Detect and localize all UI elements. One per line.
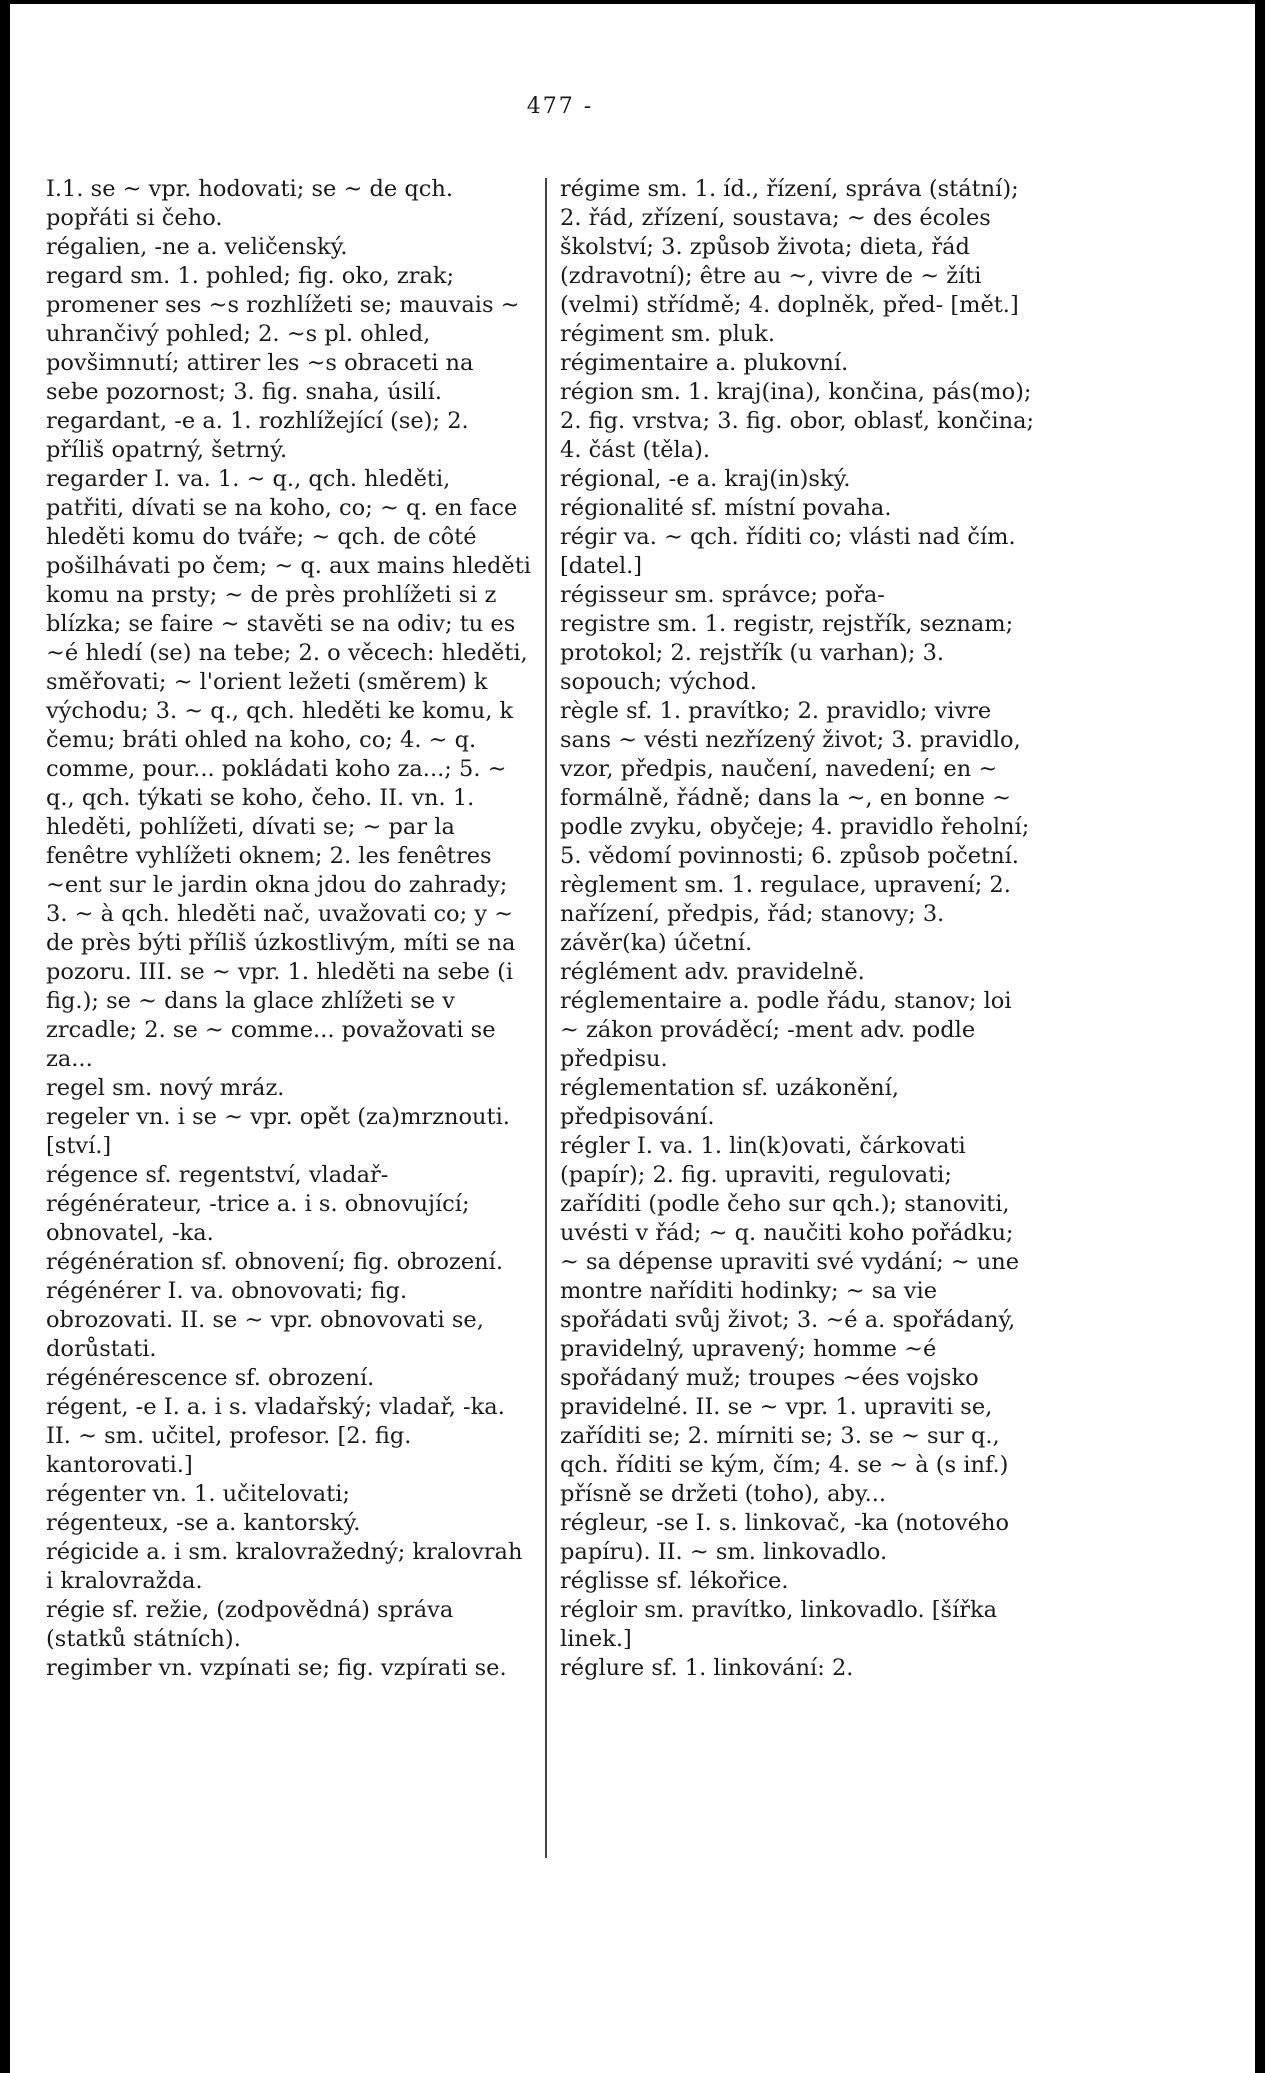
- dictionary-entry: réglementaire a. podle řádu, stanov; loi ~ zákon prováděcí; -ment adv. podle předpisu.: [560, 988, 1012, 1072]
- dictionary-entry: règlement sm. 1. regulace, upravení; 2. nařízení, předpis, řád; stanovy; 3. závěr(ka) účetní.: [560, 872, 1011, 956]
- dictionary-entry: régime sm. 1. íd., řízení, správa (státní); 2. řád, zřízení, soustava; ~ des écoles školství; 3. způsob života; dieta, řád (zdravotní); être au ~, vivre de ~ žíti (velmi) střídmě; 4. doplněk, před- [mět.]: [560, 176, 1019, 318]
- right-column: [560, 175, 1035, 1683]
- dictionary-entry: région sm. 1. kraj(ina), končina, pás(mo); 2. fig. vrstva; 3. fig. obor, oblasť, končina; 4. část (těla).: [560, 379, 1035, 463]
- dictionary-entry: régional, -e a. kraj(in)ský.: [560, 466, 851, 492]
- scan-edge-top: [0, 0, 1265, 4]
- dictionary-entry: réglisse sf. lékořice.: [560, 1568, 789, 1594]
- dictionary-entry: régence sf. regentství, vladař-: [46, 1162, 389, 1188]
- page-number: 477 -: [526, 94, 594, 119]
- dictionary-entry: régiment sm. pluk.: [560, 321, 776, 347]
- dictionary-entry: registre sm. 1. registr, rejstřík, seznam; protokol; 2. rejstřík (u varhan); 3. sopouch; východ.: [560, 611, 1014, 695]
- dictionary-entry: régloir sm. pravítko, linkovadlo. [šířka linek.]: [560, 1597, 998, 1652]
- dictionary-entry: regeler vn. i se ~ vpr. opět (za)mrznouti. [ství.]: [46, 1104, 510, 1159]
- dictionary-entry: régénérer I. va. obnovovati; fig. obrozovati. II. se ~ vpr. obnovovati se, dorůstati.: [46, 1278, 484, 1362]
- dictionary-entry: réglément adv. pravidelně.: [560, 959, 865, 985]
- dictionary-entry: régénération sf. obnovení; fig. obrození.: [46, 1249, 503, 1275]
- dictionary-entry: régenteux, -se a. kantorský.: [46, 1510, 361, 1536]
- dictionary-entry: régionalité sf. místní povaha.: [560, 495, 892, 521]
- scan-edge-left: [0, 0, 10, 2073]
- dictionary-entry: régimentaire a. plukovní.: [560, 350, 849, 376]
- dictionary-entry: régalien, -ne a. veličenský.: [46, 234, 348, 260]
- scan-edge-right: [1255, 0, 1265, 2073]
- dictionary-entry: regard sm. 1. pohled; fig. oko, zrak; promener ses ~s rozhlížeti se; mauvais ~ uhrančivý pohled; 2. ~s pl. ohled, povšimnutí; attirer les ~s obraceti na sebe pozornost; 3. fig. snaha, úsilí.: [46, 263, 520, 405]
- dictionary-entry: régler I. va. 1. lin(k)ovati, čárkovati (papír); 2. fig. upraviti, regulovati; zaříditi (podle čeho sur qch.); stanoviti, uvésti v řád; ~ q. naučiti koho pořádku; ~ sa dépense upraviti své vydání; ~ une montre naříditi hodinky; ~ sa vie spořádati svůj život; 3. ~é a. spořádaný, pravidelný, upravený; homme ~é spořádaný muž; troupes ~ées vojsko pravidelné. II. se ~ vpr. 1. upraviti se, zaříditi se; 2. mírniti se; 3. se ~ sur q., qch. říditi se kým, čím; 4. se ~ à (s inf.) přísně se držeti (toho), aby...: [560, 1133, 1020, 1507]
- left-column: [46, 175, 531, 1683]
- dictionary-entry: I.1. se ~ vpr. hodovati; se ~ de qch. popřáti si čeho.: [46, 176, 453, 231]
- dictionary-entry: régisseur sm. správce; pořa-: [560, 582, 885, 608]
- dictionary-entry: regarder I. va. 1. ~ q., qch. hleděti, patřiti, dívati se na koho, co; ~ q. en face hleděti komu do tváře; ~ qch. de côté pošilhávati po čem; ~ q. aux mains hleděti komu na prsty; ~ de près prohlížeti si z blízka; se faire ~ stavěti se na odiv; tu es ~é hledí (se) na tebe; 2. o věcech: hleděti, směřovati; ~ l'orient ležeti (směrem) k východu; 3. ~ q., qch. hleděti ke komu, k čemu; bráti ohled na koho, co; 4. ~ q. comme, pour... pokládati koho za...; 5. ~ q., qch. týkati se koho, čeho. II. vn. 1. hleděti, pohlížeti, dívati se; ~ par la fenêtre vyhlížeti oknem; 2. les fenêtres ~ent sur le jardin okna jdou do zahrady; 3. ~ à qch. hleděti nač, uvažovati co; y ~ de près býti příliš úzkostlivým, míti se na pozoru. III. se ~ vpr. 1. hleděti na sebe (i fig.); se ~ dans la glace zhlížeti se v zrcadle; 2. se ~ comme... považovati se za...: [46, 466, 531, 1072]
- dictionary-entry: régleur, -se I. s. linkovač, -ka (notového papíru). II. ~ sm. linkovadlo.: [560, 1510, 1010, 1565]
- dictionary-entry: régir va. ~ qch. říditi co; vlásti nad čím. [datel.]: [560, 524, 1016, 579]
- dictionary-entry: régénérateur, -trice a. i s. obnovující; obnovatel, -ka.: [46, 1191, 470, 1246]
- dictionary-entry: régénérescence sf. obrození.: [46, 1365, 375, 1391]
- dictionary-entry: réglure sf. 1. linkování: 2.: [560, 1655, 854, 1681]
- column-divider: [545, 178, 547, 1858]
- dictionary-entry: regimber vn. vzpínati se; fig. vzpírati se.: [46, 1655, 507, 1681]
- dictionary-entry: régent, -e I. a. i s. vladařský; vladař, -ka. II. ~ sm. učitel, profesor. [2. fig. kantorovati.]: [46, 1394, 505, 1478]
- dictionary-entry: régenter vn. 1. učitelovati;: [46, 1481, 351, 1507]
- dictionary-entry: régicide a. i sm. kralovražedný; kralovrah i kralovražda.: [46, 1539, 523, 1594]
- dictionary-entry: regardant, -e a. 1. rozhlížející (se); 2. příliš opatrný, šetrný.: [46, 408, 469, 463]
- dictionary-entry: regel sm. nový mráz.: [46, 1075, 285, 1101]
- dictionary-entry: règle sf. 1. pravítko; 2. pravidlo; vivre sans ~ vésti nezřízený život; 3. pravidlo, vzor, předpis, naučení, navedení; en ~ formálně, řádně; dans la ~, en bonne ~ podle zvyku, obyčeje; 4. pravidlo řeholní; 5. vědomí povinnosti; 6. způsob početní.: [560, 698, 1030, 869]
- dictionary-entry: régie sf. režie, (zodpovědná) správa (statků státních).: [46, 1597, 454, 1652]
- dictionary-entry: réglementation sf. uzákonění, předpisování.: [560, 1075, 899, 1130]
